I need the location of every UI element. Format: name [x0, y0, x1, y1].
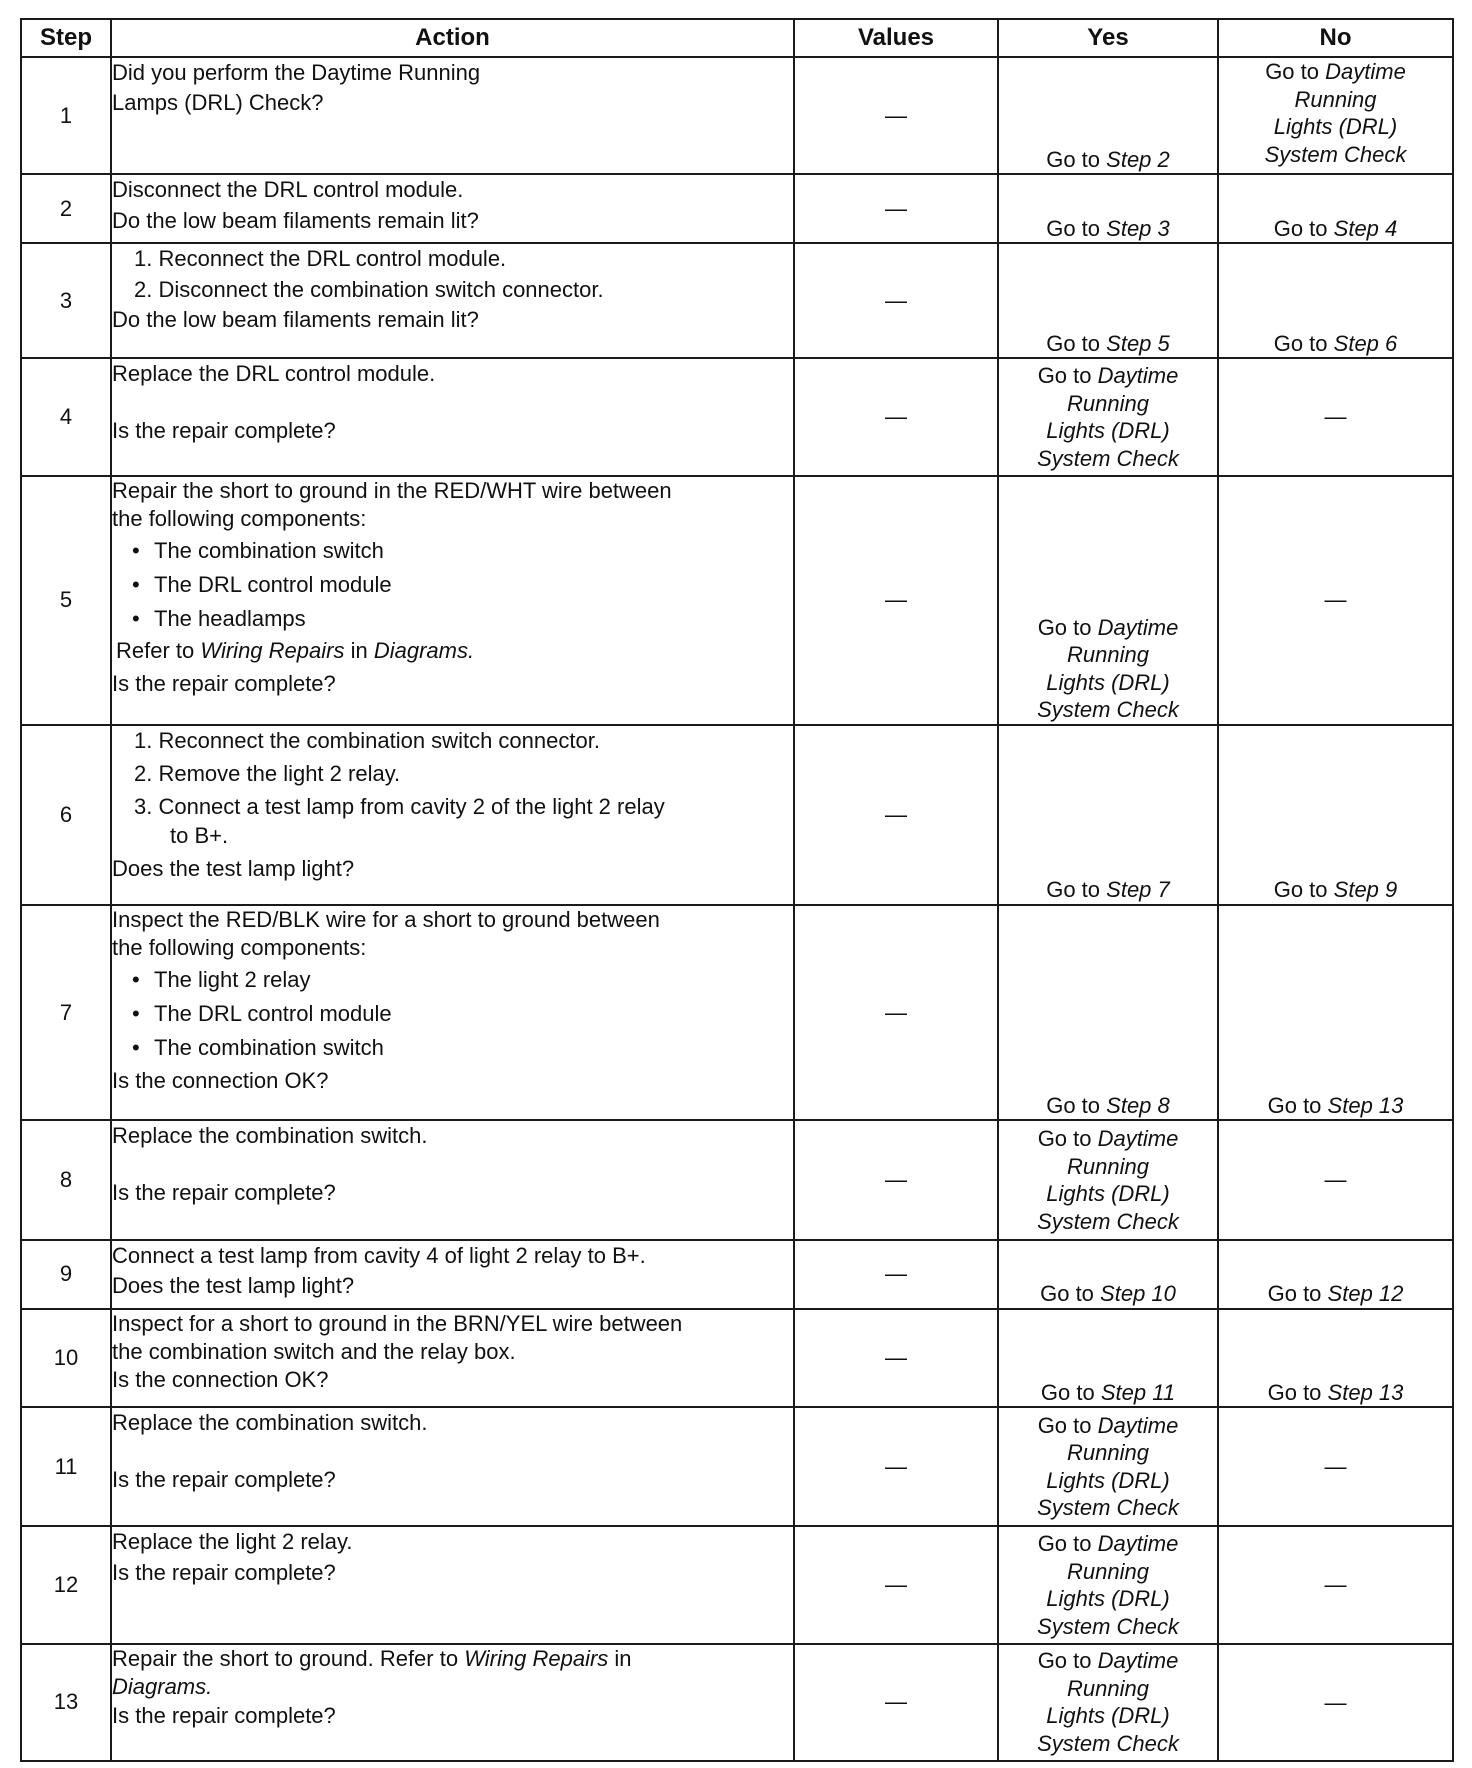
- table-row: [21, 905, 1453, 1121]
- step-number: 13: [21, 1644, 111, 1761]
- action-question: Does the test lamp light?: [112, 855, 355, 881]
- action-cell: [111, 57, 794, 174]
- goto-target-line: Lights (DRL): [1273, 114, 1398, 139]
- bullet-item: • The DRL control module: [112, 1000, 793, 1028]
- bullet-item: • The headlamps: [112, 605, 793, 633]
- refer-mid: in: [614, 1645, 632, 1671]
- values-cell: —: [794, 476, 998, 725]
- goto-prefix: Go to: [1040, 1281, 1094, 1307]
- goto-target-line: Daytime: [1097, 363, 1179, 389]
- action-question: Is the repair complete?: [112, 1559, 336, 1585]
- goto-prefix: Go to: [1037, 614, 1092, 640]
- values-cell: —: [794, 1407, 998, 1526]
- action-line: Connect a test lamp from cavity 4 of light 2 relay to B+.: [112, 1242, 646, 1268]
- action-question: Is the connection OK?: [112, 1367, 329, 1393]
- goto-target-line: System Check: [1037, 1730, 1179, 1756]
- yes-cell: [998, 57, 1218, 174]
- table-row: [21, 1526, 1453, 1643]
- yes-cell: [998, 476, 1218, 725]
- step-number: 5: [21, 476, 111, 725]
- action-line: Disconnect the DRL control module.: [112, 177, 464, 203]
- step-number: 8: [21, 1120, 111, 1239]
- goto-prefix: Go to: [1037, 1648, 1092, 1674]
- goto-prefix: Go to: [1046, 146, 1101, 172]
- goto-target-line: System Check: [1037, 1613, 1179, 1639]
- step-number: 6: [21, 725, 111, 905]
- goto-target-line: Running: [1067, 1558, 1149, 1584]
- values-cell: —: [794, 1240, 998, 1309]
- table-row: [21, 725, 1453, 905]
- refer-line: [112, 637, 793, 665]
- goto-target-line: Lights (DRL): [1046, 1467, 1170, 1493]
- action-line: Replace the combination switch.: [112, 1123, 428, 1149]
- goto-target: Step 9: [1333, 877, 1398, 903]
- goto-prefix: Go to: [1037, 363, 1092, 389]
- table-row: [21, 1309, 1453, 1407]
- goto-target-line: Daytime: [1325, 59, 1406, 84]
- goto-target-line: System Check: [1037, 1208, 1179, 1234]
- goto-prefix: Go to: [1046, 330, 1101, 356]
- action-line: Lamps (DRL) Check?: [112, 90, 324, 116]
- goto-target: Step 7: [1106, 877, 1170, 903]
- table-row: [21, 1240, 1453, 1309]
- action-cell: [111, 905, 794, 1121]
- goto-prefix: Go to: [1040, 1379, 1095, 1405]
- goto-prefix: Go to: [1046, 215, 1101, 241]
- step-number: 1: [21, 57, 111, 174]
- bullet-item: • The combination switch: [112, 1034, 793, 1062]
- goto-target-line: System Check: [1264, 141, 1407, 167]
- table-row: [21, 1407, 1453, 1526]
- values-cell: —: [794, 174, 998, 243]
- action-question: Is the repair complete?: [112, 1466, 336, 1492]
- action-cell: [111, 476, 794, 725]
- action-line: Replace the combination switch.: [112, 1410, 428, 1436]
- action-line: Inspect for a short to ground in the BRN/YEL wire between: [112, 1310, 683, 1336]
- action-question: Is the repair complete?: [112, 1702, 336, 1728]
- values-cell: —: [794, 1309, 998, 1407]
- goto-prefix: Go to: [1273, 877, 1328, 903]
- goto-target: Step 12: [1327, 1281, 1404, 1307]
- yes-cell: [998, 174, 1218, 243]
- step-number: 11: [21, 1407, 111, 1526]
- bullet-item: • The combination switch: [112, 537, 793, 565]
- goto-prefix: Go to: [1273, 215, 1328, 241]
- values-cell: —: [794, 358, 998, 475]
- action-question: Does the test lamp light?: [112, 1273, 355, 1299]
- header-no: No: [1218, 19, 1453, 57]
- goto-target: Step 4: [1333, 215, 1398, 241]
- goto-target-line: System Check: [1037, 1495, 1179, 1521]
- yes-cell: [998, 1407, 1218, 1526]
- refer-line: [112, 1645, 793, 1674]
- action-question: Is the repair complete?: [112, 1179, 336, 1205]
- goto-target: Step 8: [1106, 1092, 1170, 1118]
- values-cell: —: [794, 243, 998, 358]
- action-line: Did you perform the Daytime Running: [112, 60, 481, 85]
- values-cell: —: [794, 57, 998, 174]
- no-cell: —: [1218, 476, 1453, 725]
- action-cell: [111, 725, 794, 905]
- action-line: Repair the short to ground in the RED/WHT wire between: [112, 477, 672, 503]
- numbered-item-cont: to B+.: [170, 822, 229, 848]
- goto-target-line: Daytime: [1097, 1648, 1179, 1674]
- action-line: the following components:: [112, 505, 367, 531]
- header-values: Values: [794, 19, 998, 57]
- no-cell: —: [1218, 358, 1453, 475]
- goto-target: Step 2: [1106, 146, 1170, 172]
- step-number: 3: [21, 243, 111, 358]
- goto-prefix: Go to: [1046, 877, 1101, 903]
- numbered-item: 2. Disconnect the combination switch connector.: [134, 276, 604, 302]
- goto-target-line: Lights (DRL): [1046, 669, 1170, 695]
- table-row: [21, 243, 1453, 358]
- goto-target-line: Running: [1294, 86, 1377, 112]
- action-cell: [111, 1120, 794, 1239]
- goto-prefix: Go to: [1273, 330, 1328, 356]
- goto-target: Step 13: [1327, 1092, 1404, 1118]
- goto-target-line: Lights (DRL): [1046, 1181, 1170, 1207]
- action-cell: [111, 1240, 794, 1309]
- goto-prefix: Go to: [1037, 1126, 1092, 1152]
- yes-cell: [998, 1240, 1218, 1309]
- goto-target: Step 13: [1327, 1379, 1404, 1405]
- goto-target-line: Running: [1067, 1675, 1149, 1701]
- table-row: [21, 1120, 1453, 1239]
- table-row: [21, 174, 1453, 243]
- goto-target-line: Lights (DRL): [1046, 418, 1170, 444]
- goto-target-line: Running: [1067, 1440, 1149, 1466]
- no-cell: [1218, 1240, 1453, 1309]
- step-number: 10: [21, 1309, 111, 1407]
- numbered-item: 2. Remove the light 2 relay.: [134, 760, 401, 786]
- refer-prefix: Refer to: [116, 638, 195, 664]
- table-row: [21, 476, 1453, 725]
- action-cell: [111, 1309, 794, 1407]
- table-row: [21, 1644, 1453, 1761]
- goto-target: Step 5: [1106, 330, 1170, 356]
- goto-target: Step 3: [1106, 215, 1170, 241]
- action-line: Replace the DRL control module.: [112, 361, 436, 387]
- goto-prefix: Go to: [1265, 59, 1319, 84]
- action-question: Is the repair complete?: [112, 417, 336, 443]
- action-question: Do the low beam filaments remain lit?: [112, 307, 479, 333]
- action-line: Replace the light 2 relay.: [112, 1529, 353, 1555]
- yes-cell: [998, 905, 1218, 1121]
- goto-prefix: Go to: [1037, 1412, 1092, 1438]
- header-yes: Yes: [998, 19, 1218, 57]
- goto-prefix: Go to: [1046, 1092, 1101, 1118]
- goto-target-line: Running: [1067, 1153, 1149, 1179]
- no-cell: [1218, 174, 1453, 243]
- header-action: Action: [111, 19, 794, 57]
- yes-cell: [998, 243, 1218, 358]
- goto-target-line: Daytime: [1097, 1412, 1179, 1438]
- yes-cell: [998, 725, 1218, 905]
- refer-doc: Diagrams.: [373, 638, 475, 664]
- goto-target-line: Lights (DRL): [1046, 1586, 1170, 1612]
- no-cell: —: [1218, 1407, 1453, 1526]
- no-cell: [1218, 243, 1453, 358]
- yes-cell: [998, 1644, 1218, 1761]
- goto-target-line: Lights (DRL): [1046, 1703, 1170, 1729]
- goto-target: Step 10: [1100, 1281, 1176, 1307]
- action-cell: [111, 1407, 794, 1526]
- refer-prefix: Repair the short to ground. Refer to: [112, 1645, 459, 1671]
- numbered-item: 1. Reconnect the DRL control module.: [134, 246, 507, 272]
- values-cell: —: [794, 1120, 998, 1239]
- action-question: Is the connection OK?: [112, 1067, 329, 1093]
- table-header-row: [21, 19, 1453, 57]
- goto-target: Step 6: [1333, 330, 1398, 356]
- action-cell: [111, 174, 794, 243]
- no-cell: —: [1218, 1644, 1453, 1761]
- yes-cell: [998, 358, 1218, 475]
- action-cell: [111, 1526, 794, 1643]
- values-cell: —: [794, 725, 998, 905]
- action-line: Do the low beam filaments remain lit?: [112, 207, 479, 233]
- goto-prefix: Go to: [1267, 1379, 1322, 1405]
- table-row: [21, 358, 1453, 475]
- no-cell: [1218, 1309, 1453, 1407]
- no-cell: [1218, 725, 1453, 905]
- step-number: 4: [21, 358, 111, 475]
- refer-mid: in: [350, 638, 368, 664]
- bullet-item: • The light 2 relay: [112, 966, 793, 994]
- goto-target-line: System Check: [1037, 445, 1179, 471]
- goto-target-line: Running: [1067, 642, 1149, 668]
- values-cell: —: [794, 1526, 998, 1643]
- no-cell: [1218, 57, 1453, 174]
- header-step: Step: [21, 19, 111, 57]
- goto-target: Step 11: [1100, 1379, 1176, 1405]
- action-cell: [111, 1644, 794, 1761]
- step-number: 9: [21, 1240, 111, 1309]
- step-number: 7: [21, 905, 111, 1121]
- no-cell: [1218, 905, 1453, 1121]
- goto-target-line: Daytime: [1097, 1531, 1179, 1557]
- values-cell: —: [794, 1644, 998, 1761]
- yes-cell: [998, 1120, 1218, 1239]
- action-line: Inspect the RED/BLK wire for a short to ground between: [112, 906, 660, 932]
- yes-cell: [998, 1526, 1218, 1643]
- goto-prefix: Go to: [1267, 1092, 1322, 1118]
- goto-target-line: Daytime: [1097, 1126, 1179, 1152]
- refer-link: Wiring Repairs: [200, 638, 345, 664]
- table-row: [21, 57, 1453, 174]
- goto-prefix: Go to: [1037, 1531, 1092, 1557]
- no-cell: —: [1218, 1526, 1453, 1643]
- refer-doc: Diagrams.: [112, 1674, 213, 1700]
- goto-prefix: Go to: [1267, 1281, 1322, 1307]
- refer-link: Wiring Repairs: [464, 1645, 609, 1671]
- yes-cell: [998, 1309, 1218, 1407]
- numbered-item: 3. Connect a test lamp from cavity 2 of the light 2 relay: [134, 793, 665, 819]
- goto-target-line: Running: [1067, 390, 1149, 416]
- goto-target-line: System Check: [1037, 697, 1179, 723]
- step-number: 2: [21, 174, 111, 243]
- goto-target-line: Daytime: [1097, 614, 1179, 640]
- step-number: 12: [21, 1526, 111, 1643]
- bullet-item: • The DRL control module: [112, 571, 793, 599]
- action-line: the following components:: [112, 934, 367, 960]
- action-cell: [111, 358, 794, 475]
- numbered-item: 1. Reconnect the combination switch connector.: [134, 727, 600, 753]
- action-cell: [111, 243, 794, 358]
- values-cell: —: [794, 905, 998, 1121]
- no-cell: —: [1218, 1120, 1453, 1239]
- action-question: Is the repair complete?: [112, 670, 336, 696]
- diagnostic-table: [20, 18, 1454, 1762]
- action-line: the combination switch and the relay box.: [112, 1338, 516, 1364]
